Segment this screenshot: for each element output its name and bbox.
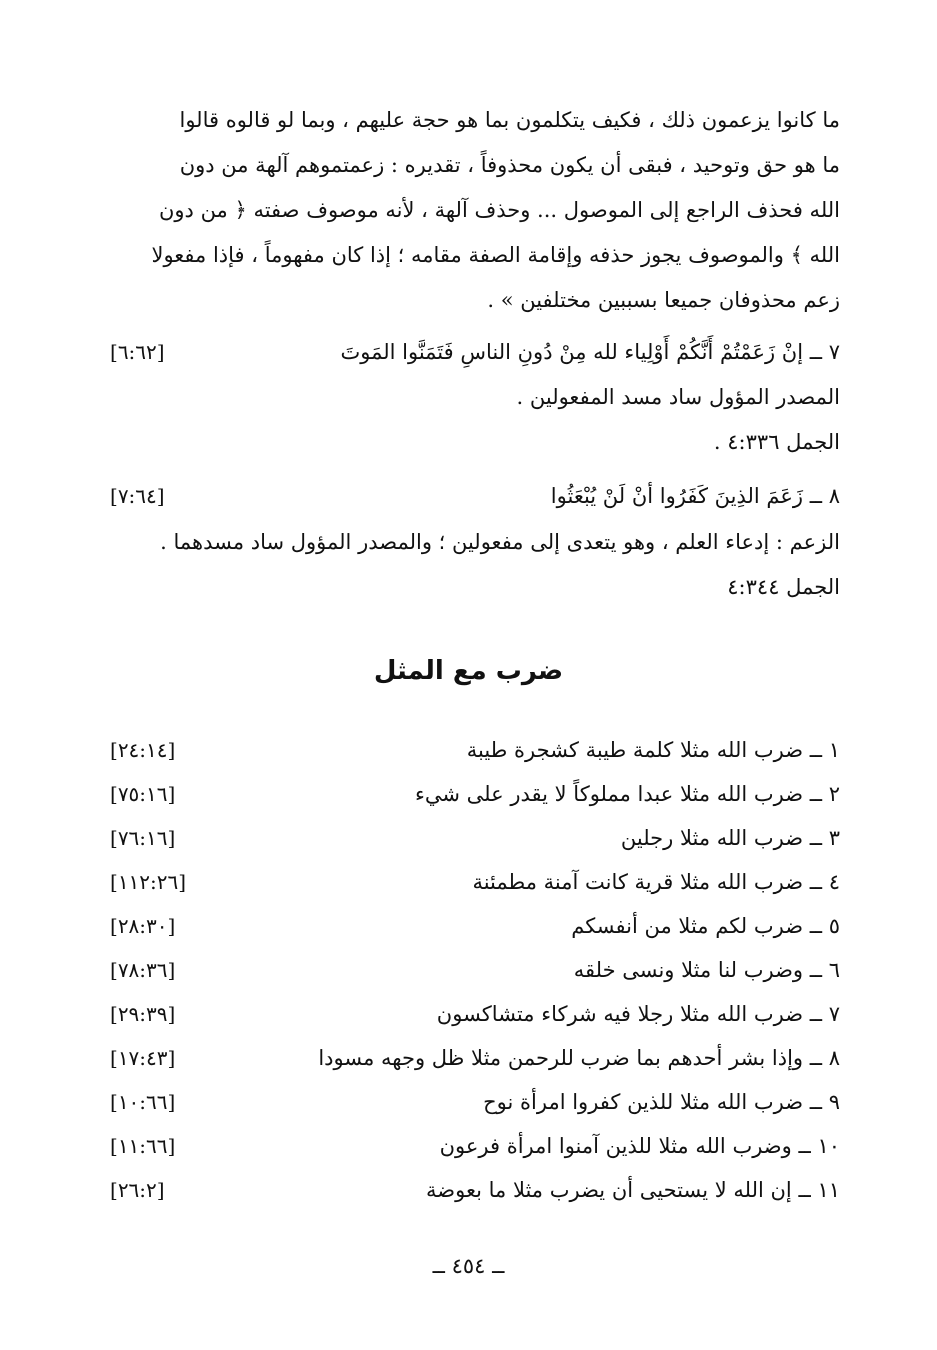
- entry7-source: الجمل ٤:٣٣٦ .: [713, 430, 840, 454]
- paragraph-line-5: زعم محذوفان جميعا بسببين مختلفين » .: [487, 288, 840, 312]
- section-title: ضرب مع المثل: [373, 656, 564, 686]
- verse-line-2: ٢ ــ ضرب الله مثلا عبدا مملوكاً لا يقدر على شيء: [415, 782, 840, 806]
- verse-line-6: ٦ ــ وضرب لنا مثلا ونسى خلقه: [573, 958, 840, 982]
- entry8-verse: ٨ ــ زَعَمَ الذِينَ كَفَرُوا أنْ لَنْ يُبْعَثُوا: [550, 484, 840, 508]
- verse-line-8: ٨ ــ وإذا بشر أحدهم بما ضرب للرحمن مثلا ظل وجهه مسودا: [318, 1046, 840, 1070]
- paragraph-line-4: الله ﴾ والموصوف يجوز حذفه وإقامة الصفة مقامه ؛ إذا كان مفهوماً ، فإذا مفعولا: [151, 243, 840, 267]
- verse-ref-8: [١٧:٤٣]: [110, 1046, 176, 1070]
- verse-line-4: ٤ ــ ضرب الله مثلا قرية كانت آمنة مطمئنة: [472, 870, 840, 894]
- verse-line-3: ٣ ــ ضرب الله مثلا رجلين: [620, 826, 840, 850]
- entry8-source: الجمل ٤:٣٤٤: [727, 575, 840, 599]
- verse-line-1: ١ ــ ضرب الله مثلا كلمة طيبة كشجرة طيبة: [466, 738, 840, 762]
- verse-line-9: ٩ ــ ضرب الله مثلا للذين كفروا امرأة نوح: [483, 1090, 840, 1114]
- paragraph-line-1: ما كانوا يزعمون ذلك ، فكيف يتكلمون بما هو حجة عليهم ، وبما لو قالوه قالوا: [179, 108, 840, 132]
- page-number: ــ ٤٥٤ ــ: [432, 1254, 505, 1278]
- verse-ref-10: [١١:٦٦]: [110, 1134, 176, 1158]
- verse-ref-5: [٢٨:٣٠]: [110, 914, 176, 938]
- verse-ref-2: [٧٥:١٦]: [110, 782, 176, 806]
- verse-ref-4: [١١٢:٢٦]: [110, 870, 187, 894]
- verse-ref-1: [٢٤:١٤]: [110, 738, 176, 762]
- paragraph-line-2: ما هو حق وتوحيد ، فبقى أن يكون محذوفاً ، تقديره : زعمتموهم آلهة من دون: [179, 153, 840, 177]
- entry7-ref: [٦:٦٢]: [110, 340, 165, 364]
- verse-line-7: ٧ ــ ضرب الله مثلا رجلا فيه شركاء متشاكسون: [436, 1002, 840, 1026]
- verse-ref-11: [٢٦:٢]: [110, 1178, 165, 1202]
- verse-line-10: ١٠ ــ وضرب الله مثلا للذين آمنوا امرأة فرعون: [439, 1134, 840, 1158]
- verse-ref-6: [٧٨:٣٦]: [110, 958, 176, 982]
- entry7-verse: ٧ ــ إنْ زَعَمْتُمْ أَنَّكُمْ أَوْلِياء لله مِنْ دُونِ الناسِ فَتَمَنَّوا المَوتَ: [340, 340, 840, 364]
- verse-ref-9: [١٠:٦٦]: [110, 1090, 176, 1114]
- verse-line-11: ١١ ــ إن الله لا يستحيى أن يضرب مثلا ما بعوضة: [426, 1178, 840, 1202]
- paragraph-line-3: الله فحذف الراجع إلى الموصول ... وحذف آلهة ، لأنه موصوف صفته ﴿ من دون: [158, 198, 840, 222]
- verse-ref-3: [٧٦:١٦]: [110, 826, 176, 850]
- verse-ref-7: [٢٩:٣٩]: [110, 1002, 176, 1026]
- entry8-ref: [٧:٦٤]: [110, 484, 165, 508]
- entry8-note: الزعم : إدعاء العلم ، وهو يتعدى إلى مفعولين ؛ والمصدر المؤول ساد مسدهما .: [160, 530, 840, 554]
- entry7-note: المصدر المؤول ساد مسد المفعولين .: [516, 385, 840, 409]
- verse-line-5: ٥ ــ ضرب لكم مثلا من أنفسكم: [571, 914, 840, 938]
